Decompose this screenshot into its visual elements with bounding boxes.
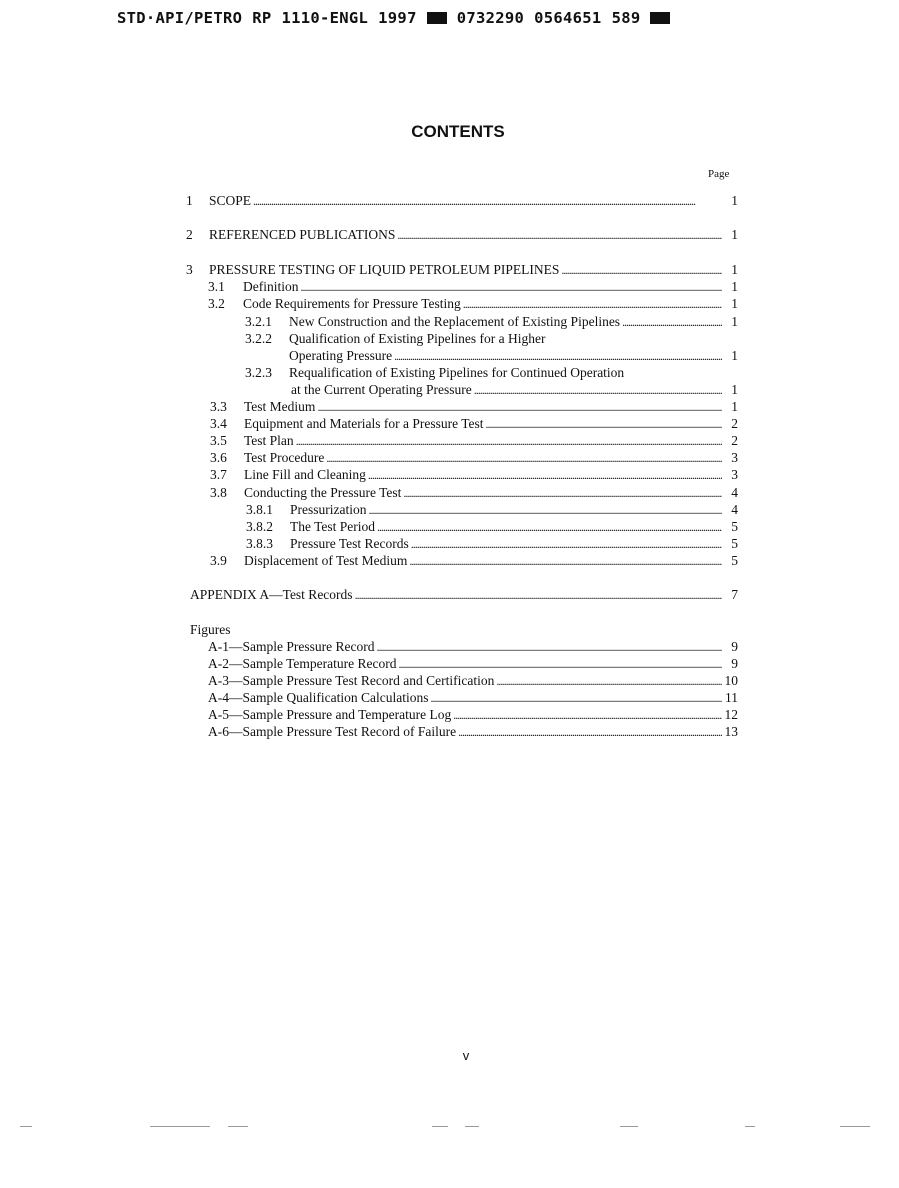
toc-page: 1 (731, 399, 738, 414)
toc-entry[interactable] (210, 449, 738, 466)
toc-number: 3.8 (210, 485, 227, 500)
toc-page: 2 (731, 416, 738, 431)
toc-label: Test Plan (244, 433, 294, 448)
figure-label: A-4—Sample Qualification Calculations (208, 690, 429, 705)
toc-page: 3 (731, 450, 738, 465)
toc-label: Displacement of Test Medium (244, 553, 408, 568)
toc-number: 3.8.1 (246, 502, 273, 517)
dot-leader (376, 638, 722, 656)
toc-label: Test Procedure (244, 450, 325, 465)
toc-label: Line Fill and Cleaning (244, 467, 366, 482)
dot-leader (369, 501, 723, 519)
figure-entry[interactable] (208, 723, 738, 740)
header-rp: RP (252, 9, 272, 27)
toc-entry[interactable] (208, 278, 738, 295)
toc-page: 5 (731, 553, 738, 568)
dot-leader (486, 415, 723, 433)
figure-page: 11 (725, 690, 738, 705)
figure-page: 10 (724, 673, 738, 688)
toc-entry[interactable] (210, 415, 738, 432)
scan-speck (465, 1126, 479, 1127)
toc-label: PRESSURE TESTING OF LIQUID PETROLEUM PIPELINES (209, 262, 560, 277)
toc-label: Pressurization (290, 502, 367, 517)
scan-speck (432, 1126, 448, 1127)
scan-speck (20, 1126, 32, 1127)
header-doc-code: STD·API/PETRO (117, 9, 243, 27)
toc-page: 1 (731, 314, 738, 329)
dot-leader (474, 381, 722, 399)
toc-label: Conducting the Pressure Test (244, 485, 402, 500)
toc-page: 1 (731, 382, 738, 397)
dot-leader (453, 706, 722, 724)
figure-page: 12 (724, 707, 738, 722)
dot-leader (622, 313, 722, 331)
scan-specks (0, 1126, 899, 1132)
figure-entry[interactable] (208, 655, 738, 672)
dot-leader (301, 278, 723, 296)
figure-entry[interactable] (208, 638, 738, 655)
figure-page: 9 (731, 656, 738, 671)
toc-label-line1: Requalification of Existing Pipelines for Continued Operation (289, 365, 625, 380)
dot-leader (409, 552, 722, 570)
toc-entry[interactable] (186, 192, 738, 209)
toc-label: Definition (243, 279, 299, 294)
toc-label: Pressure Test Records (290, 536, 409, 551)
header-barcode-3: 589 (611, 9, 641, 27)
header-block-mark (650, 12, 670, 24)
toc-label: The Test Period (290, 519, 376, 534)
toc-number: 3.2.2 (245, 331, 272, 346)
page-column-label: Page (708, 168, 730, 180)
toc-label: SCOPE (209, 193, 252, 208)
toc-label: APPENDIX A—Test Records (190, 587, 353, 602)
dot-leader (463, 295, 722, 313)
dot-leader (326, 449, 722, 467)
toc-number: 2 (186, 227, 193, 242)
toc-number: 3.7 (210, 467, 227, 482)
header-barcode-2: 0564651 (534, 9, 602, 27)
header-block-mark (427, 12, 447, 24)
dot-leader (253, 192, 722, 210)
dot-leader (317, 398, 722, 416)
figure-page: 13 (724, 724, 738, 739)
toc-number: 3.1 (208, 279, 225, 294)
dot-leader (561, 261, 722, 279)
document-header (117, 6, 737, 30)
figure-label: A-1—Sample Pressure Record (208, 639, 375, 654)
figures-heading: Figures (190, 622, 231, 637)
toc-entry[interactable] (210, 466, 738, 483)
toc-number: 3 (186, 262, 193, 277)
toc-entry[interactable] (186, 261, 738, 278)
scan-speck (620, 1126, 638, 1127)
figure-label: A-6—Sample Pressure Test Record of Failure (208, 724, 457, 739)
toc-page: 4 (731, 485, 738, 500)
toc-entry[interactable] (246, 518, 738, 535)
toc-page: 3 (731, 467, 738, 482)
toc-entry[interactable] (210, 484, 738, 501)
toc-label: REFERENCED PUBLICATIONS (209, 227, 396, 242)
toc-entry[interactable] (245, 313, 738, 330)
toc-number: 3.3 (210, 399, 227, 414)
header-year: 1997 (378, 9, 417, 27)
dot-leader (399, 655, 723, 673)
toc-label: at the Current Operating Pressure (291, 382, 472, 397)
toc-page: 2 (731, 433, 738, 448)
toc-entry[interactable] (246, 535, 738, 552)
toc-label: New Construction and the Replacement of Existing Pipelines (289, 314, 621, 329)
toc-entry[interactable] (210, 432, 738, 449)
figure-entry[interactable] (208, 689, 738, 706)
toc-number: 3.6 (210, 450, 227, 465)
figure-entry[interactable] (208, 672, 738, 689)
header-barcode-1: 0732290 (456, 9, 525, 27)
toc-entry[interactable] (291, 381, 738, 398)
toc-label: Operating Pressure (289, 348, 393, 363)
toc-number: 3.8.3 (246, 536, 273, 551)
figure-page: 9 (731, 639, 738, 654)
dot-leader (296, 432, 722, 450)
dot-leader (458, 723, 722, 741)
dot-leader (368, 466, 722, 484)
toc-number: 1 (186, 193, 193, 208)
figure-label: A-3—Sample Pressure Test Record and Certification (208, 673, 495, 688)
toc-number: 3.2 (208, 296, 225, 311)
toc-number: 3.2.1 (245, 314, 272, 329)
toc-page: 1 (731, 279, 738, 294)
dot-leader (411, 535, 722, 553)
dot-leader (355, 586, 722, 604)
toc-label: Code Requirements for Pressure Testing (243, 296, 461, 311)
toc-page: 1 (731, 296, 738, 311)
toc-entry[interactable] (208, 295, 738, 312)
toc-page: 5 (731, 519, 738, 534)
scan-speck (228, 1126, 248, 1127)
toc-entry[interactable] (210, 552, 738, 569)
toc-label: Test Medium (244, 399, 316, 414)
scan-speck (745, 1126, 755, 1127)
dot-leader (403, 484, 722, 502)
toc-number: 3.9 (210, 553, 227, 568)
page-title: CONTENTS (411, 122, 505, 141)
toc-appendix-entry[interactable] (190, 586, 738, 603)
dot-leader (394, 347, 722, 365)
figure-label: A-5—Sample Pressure and Temperature Log (208, 707, 452, 722)
dot-leader (377, 518, 722, 536)
toc-entry[interactable] (246, 501, 738, 518)
toc-number: 3.4 (210, 416, 227, 431)
figure-entry[interactable] (208, 706, 738, 723)
toc-page: 5 (731, 536, 738, 551)
toc-page: 1 (731, 227, 738, 242)
toc-entry[interactable] (210, 398, 738, 415)
toc-page: 1 (731, 193, 738, 208)
dot-leader (397, 226, 722, 244)
toc-entry[interactable] (186, 226, 738, 243)
dot-leader (430, 689, 722, 707)
toc-page: 7 (731, 587, 738, 602)
scan-speck (150, 1126, 210, 1127)
dot-leader (496, 672, 722, 690)
toc-page: 1 (731, 262, 738, 277)
header-number: 1110-ENGL (281, 9, 369, 27)
figure-label: A-2—Sample Temperature Record (208, 656, 397, 671)
toc-number: 3.2.3 (245, 365, 272, 380)
toc-number: 3.5 (210, 433, 227, 448)
page-number-footer: v (462, 1048, 470, 1063)
toc-page: 4 (731, 502, 738, 517)
toc-entry[interactable] (289, 347, 738, 364)
toc-number: 3.8.2 (246, 519, 273, 534)
toc-label: Equipment and Materials for a Pressure Test (244, 416, 484, 431)
toc-page: 1 (731, 348, 738, 363)
scan-speck (840, 1126, 870, 1127)
toc-label-line1: Qualification of Existing Pipelines for a Higher (289, 331, 546, 346)
